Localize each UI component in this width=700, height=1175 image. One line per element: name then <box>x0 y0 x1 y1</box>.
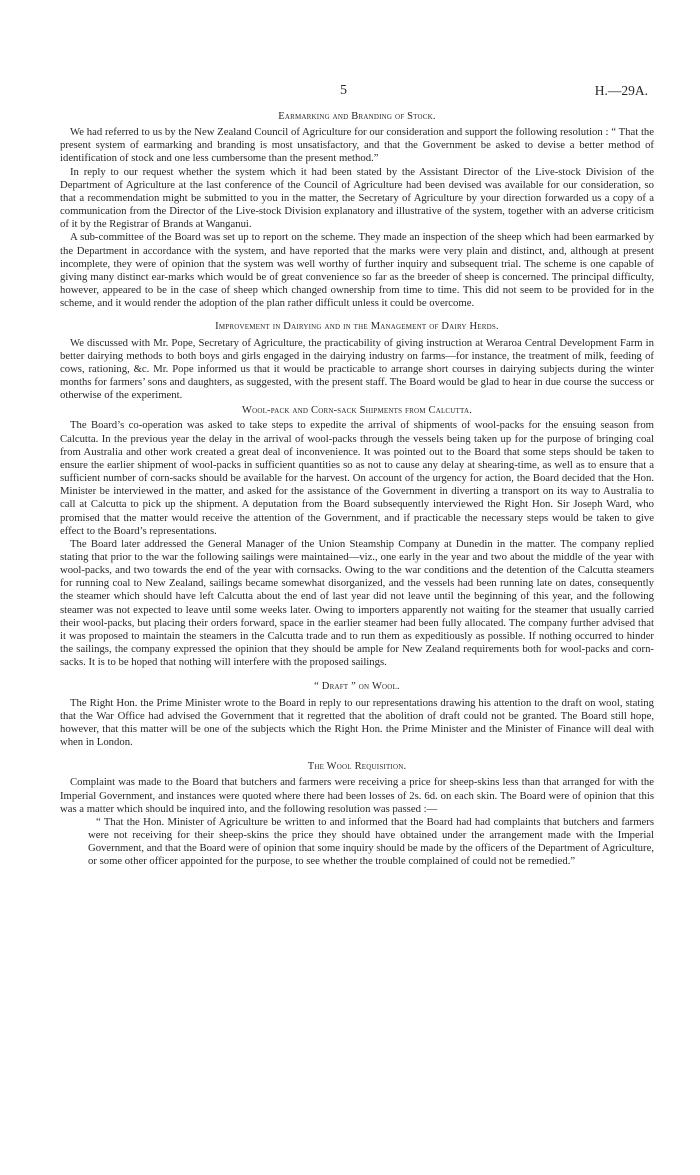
section-wool-pack-shipments <box>60 404 654 669</box>
paragraph: We had referred to us by the New Zealand Council of Agriculture for our consideration and support the following resolution : “ That the present system of earmarking and branding is most unsatisfactory, and that the Government be asked to devise a better method of identification of stock and one less cumbersome than the present method.” <box>60 126 654 165</box>
section-wool-requisition <box>60 760 654 868</box>
paragraph: In reply to our request whether the system which it had been stated by the Assistant Director of the Live-stock Division of the Department of Agriculture at the last conference of the Council of Agriculture had been devised was available for our consideration, so that a recommendation might be submitted to you in the matter, the Secretary of Agriculture by your direction forwarded us a copy of a communication from the Director of the Live-stock Division explanatory and illustrative of the system, together with an adverse criticism of it by the Registrar of Brands at Wanganui. <box>60 165 654 231</box>
paragraph: The Board later addressed the General Manager of the Union Steamship Company at Dunedin in the matter. The company replied stating that prior to the war the following sailings were maintained—viz., one early in the year and two about the middle of the year with wool-packs, and two towards the end of the year with cornsacks. Owing to the war conditions and the detention of the Calcutta steamers for running coal to New Zealand, sailings became somewhat disorganized, and the vessels had been running late on dates, consequently the steamer which should have left Calcutta about the end of last year did not leave until the beginning of this year, and the following steamer was not expected to leave until some weeks later. Owing to importers apparently not waiting for the steamer that usually carried their wool-packs, but placing their orders forward, space in the earlier steamer had been fully allocated. The company further advised that it was proposed to maintain the steamers in the Calcutta trade and to run them as expeditiously as possible. If nothing occurred to hinder the sailings, the company expressed the opinion that they should be ample for New Zealand requirements both for wool-packs and corn-sacks. It is to be hoped that nothing will interfere with the proposed sailings. <box>60 537 654 669</box>
page-header <box>60 84 654 108</box>
section-dairying <box>60 320 654 402</box>
section-draft-on-wool <box>60 680 654 749</box>
resolution-quote: “ That the Hon. Minister of Agriculture be written to and informed that the Board had had complaints that butchers and farmers were not receiving for their sheep-skins the price they should have obtained under the arrangement made with the Imperial Government, and that the Board were of opinion that some inquiry should be made by the officers of the Department of Agriculture, or some other officer appointed for the purpose, to see whether the trouble complained of could not be remedied.” <box>88 815 654 868</box>
paragraph: A sub-committee of the Board was set up to report on the scheme. They made an inspection of the sheep which had been earmarked by the Department in accordance with the system, and have reported that the marks were very plain and distinct, and, although at present incomplete, they were of opinion that the system was well worthy of further inquiry and subsequent trial. The scheme is one capable of giving many distinct ear-marks which would be of great convenience so far as the breeder of sheep is concerned. The principal difficulty, however, appeared to be in the case of sheep which changed ownership from time to time. This did not seem to be provided for in the scheme, and it would render the adoption of the plan rather difficult unless it could be overcome. <box>60 231 654 310</box>
paragraph: Complaint was made to the Board that butchers and farmers were receiving a price for sheep-skins less than that arranged for with the Imperial Government, and instances were quoted where there had been losses of 2s. 6d. on each skin. The Board were of opinion that this was a matter which should be inquired into, and the following resolution was passed :— <box>60 776 654 815</box>
document-reference: H.—29A. <box>594 83 648 98</box>
section-heading: Earmarking and Branding of Stock. <box>278 111 436 122</box>
section-heading: The Wool Requisition. <box>307 761 407 773</box>
section-heading: “ Draft ” on Wool. <box>314 681 400 693</box>
section-heading: Wool-pack and Corn-sack Shipments from Calcutta. <box>241 405 473 417</box>
page-number: 5 <box>340 83 347 98</box>
paragraph: The Right Hon. the Prime Minister wrote to the Board in reply to our representations drawing his attention to the draft on wool, stating that the War Office had advised the Government that it regretted that the abolition of draft could not be granted. The Board still hope, however, that this matter will be one of the subjects which the Right Hon. the Prime Minister and the Minister of Finance will deal with when in London. <box>60 696 654 749</box>
paragraph: The Board’s co-operation was asked to take steps to expedite the arrival of shipments of wool-packs for the ensuing season from Calcutta. In the previous year the delay in the arrival of wool-packs through the vessels being taken up for the purpose of bringing coal from Australia and other work created a great deal of inconvenience. It was pointed out to the Board that some steps should be taken to ensure the earlier shipment of wool-packs in sufficient quantities so as not to cause any delay at shearing-time, as well as to ensure that a sufficient number of corn-sacks should be available for the harvest. On account of the urgency for action, the Board decided that the Hon. Minister be interviewed in the matter, and asked for the assistance of the Government in diverting a transport on its way to Australia to call at Calcutta to pick up the shipment. A deputation from the Board subsequently interviewed the Right Hon. Sir Joseph Ward, who promised that the matter would receive the attention of the Government, and if practicable the necessary steps would be taken to give effect to the Board’s representations. <box>60 419 654 537</box>
section-heading: Improvement in Dairying and in the Management of Dairy Herds. <box>215 321 499 333</box>
paragraph: We discussed with Mr. Pope, Secretary of Agriculture, the practicability of giving instruction at Weraroa Central Development Farm in better dairying methods to both boys and girls engaged in the dairying industry on farms—for instance, the treatment of milk, feeding of cows, rationing, &c. Mr. Pope informed us that it would be practicable to arrange short courses in dairying subjects during the winter months for farmers’ sons and daughters, as suggested, with the present staff. The Board would be glad to hear in due course the success or otherwise of the experiment. <box>60 336 654 402</box>
section-earmarking <box>60 110 654 310</box>
